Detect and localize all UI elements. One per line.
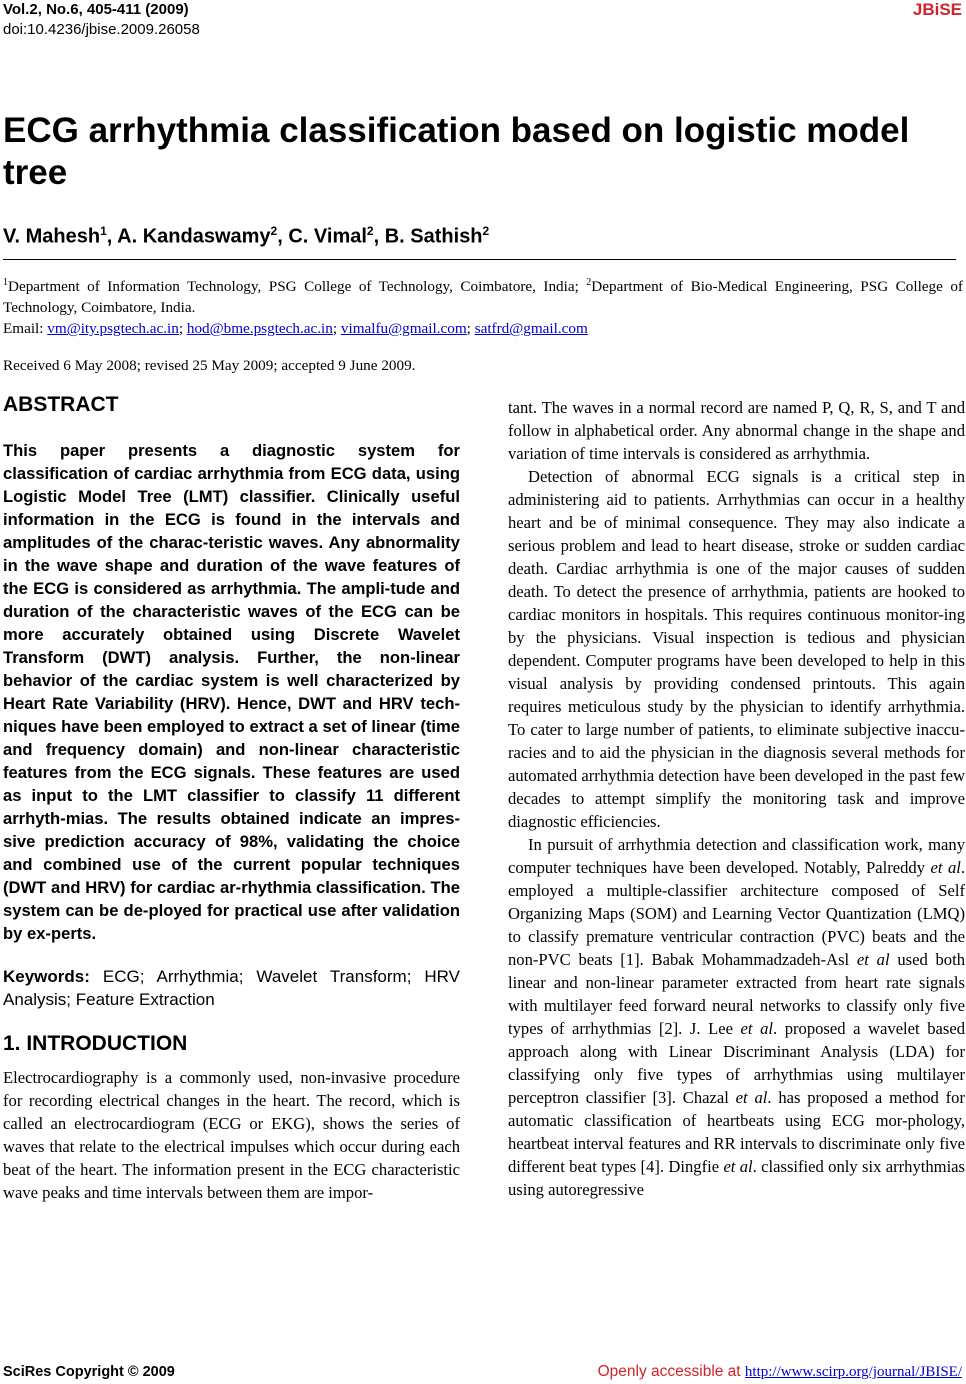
- italic-run: et al: [740, 1019, 773, 1038]
- text-run: used both linear and non-linear parameter extracted from heart rate signals with multilayer feed forward neural networks to classify only five types of arrhythmias [2]. J. Lee: [508, 950, 965, 1038]
- keywords-text: ECG; Arrhythmia; Wavelet Transform; HRV Analysis; Feature Extraction: [3, 967, 460, 1009]
- email-sep: ;: [466, 320, 475, 338]
- affiliations: [3, 272, 963, 339]
- email-link[interactable]: vm@ity.psgtech.ac.in: [47, 320, 179, 338]
- italic-run: et al: [735, 1088, 768, 1107]
- journal-url-link[interactable]: http://www.scirp.org/journal/JBISE/: [744, 1364, 962, 1380]
- header-divider: [3, 259, 956, 260]
- introduction-heading: 1. INTRODUCTION: [3, 1032, 188, 1055]
- journal-citation: [3, 0, 200, 40]
- abstract-heading: ABSTRACT: [3, 393, 119, 416]
- affil-dept-2: Department of Bio-Medical Engineering, PSG College of Technology, Coimbatore, India.: [3, 278, 963, 317]
- text-run: . proposed a wavelet based approach along with Linear Discriminant Analysis (LDA) for classifying only five types of arrhythmias using multilayer perceptron classifier [3]. Chazal: [508, 1019, 966, 1107]
- access-label: Openly accessible at: [597, 1363, 745, 1380]
- email-link[interactable]: hod@bme.psgtech.ac.in: [186, 320, 333, 338]
- italic-run: et al: [856, 950, 890, 969]
- author-name: A. Kandaswamy: [117, 225, 271, 248]
- affil-sup: 2: [586, 277, 592, 288]
- volume-info: Vol.2, No.6, 405-411 (2009): [3, 1, 189, 18]
- abstract-text: This paper presents a diagnostic system for classification of cardiac arrhythmia from ECG data, using Logistic Model Tree (LMT) classifier. Clinically useful information in the ECG is found in the intervals and amplitudes of the charac-teristic waves. Any abnormality in the wave shape and duration of the wave features of the ECG is considered as arrhythmia. The ampli-tude and duration of the characteristic waves of the ECG can be more accurately obtained using Discrete Wavelet Transform (DWT) analysis. Further, the non-linear behavior of the cardiac system is well characterized by Heart Rate Variability (HRV). Hence, DWT and HRV tech-niques have been employed to extract a set of linear (time and frequency domain) and non-linear characteristic features from the ECG signals. These features are used as input to the LMT classifier to classify 11 different arrhyth-mias. The results obtained indicate an impres-sive prediction accuracy of 98%, validating the choice and combined use of the current popular techniques (DWT and HRV) for cardiac ar-rhythmia classification. The system can be de-ployed for practical use after validation by ex-perts.: [3, 441, 460, 943]
- author-affil-sup: 2: [366, 224, 374, 238]
- text-run: In pursuit of arrhythmia detection and classification work, many computer techniques have been developed. Notably, Palreddy: [508, 835, 965, 877]
- author-name: C. Vimal: [288, 225, 367, 248]
- doi: doi:10.4236/jbise.2009.26058: [3, 21, 200, 38]
- author-name: B. Sathish: [384, 225, 483, 248]
- email-label: Email:: [3, 320, 48, 338]
- email-link[interactable]: vimalfu@gmail.com: [340, 320, 467, 338]
- author-list: [3, 224, 489, 249]
- text-run: . has proposed a method for automatic classification of heartbeats using ECG mor-phology, heartbeat interval features and RR intervals to discriminate only five different beat types [4]. Dingfie: [508, 1088, 966, 1176]
- intro-paragraph-3: [508, 833, 965, 1201]
- author-name: V. Mahesh: [3, 225, 101, 248]
- italic-run: et al: [930, 858, 961, 877]
- author-affil-sup: 2: [270, 224, 278, 238]
- footer-access: [598, 1363, 962, 1381]
- intro-paragraph-1: Electrocardiography is a commonly used, non-invasive procedure for recording electrical changes in the heart. The record, which is called an electrocardiogram (ECG or EKG), shows the series of waves that relate to the electrical impulses which occur during each beat of the heart. The information present in the ECG characteristic wave peaks and time intervals between them are impor-: [3, 1068, 460, 1202]
- keywords-label: Keywords:: [3, 967, 90, 986]
- author-sep: ,: [373, 225, 385, 248]
- received-dates: Received 6 May 2008; revised 25 May 2009; accepted 9 June 2009.: [3, 357, 416, 374]
- right-column: [508, 396, 965, 1201]
- affil-dept-1: Department of Information Technology, PSG College of Technology, Coimbatore, India;: [8, 278, 587, 296]
- author-affil-sup: 2: [482, 224, 490, 238]
- author-sep: ,: [106, 225, 118, 248]
- footer-copyright: SciRes Copyright © 2009: [3, 1364, 175, 1380]
- left-column: [3, 393, 460, 1204]
- text-run: . classified only six arrhythmias using autoregressive: [508, 1157, 966, 1199]
- italic-run: et al: [723, 1157, 753, 1176]
- journal-logo-text: JBiSE: [912, 0, 962, 19]
- intro-paragraph-1-continued: tant. The waves in a normal record are named P, Q, R, S, and T and follow in alphabetical order. Any abnormal change in the shape and variation of time intervals is considered as arrhythmia.: [508, 398, 965, 463]
- keywords: [3, 965, 460, 1011]
- affil-sup: 1: [3, 277, 8, 288]
- intro-paragraph-2: Detection of abnormal ECG signals is a critical step in administering aid to patients. Arrhythmias can occur in a healthy heart and be of minimal consequence. They may also indicate a serious problem and lead to heart disease, stroke or sudden cardiac death. Cardiac arrhythmia is one of the major causes of sudden death. To detect the presence of arrhythmia, patients are hooked to cardiac monitors in hospitals. This requires continuous monitor-ing by the physicians. Visual inspection is tedious and physician dependent. Computer programs have been developed to help in this visual analysis by providing condensed printouts. This again requires meticulous study by the physician to identify arrhythmia. To cater to large number of patients, to eliminate subjective inaccu-racies and to aid the physician in the diagnosis several methods for automated arrhythmia detection have been developed in the past few decades to attempt simplify the monitoring task and improve diagnostic efficiencies.: [508, 467, 965, 831]
- email-sep: ;: [178, 320, 187, 338]
- email-link[interactable]: satfrd@gmail.com: [474, 320, 588, 338]
- paper-title: ECG arrhythmia classification based on logistic model tree: [3, 111, 910, 192]
- author-affil-sup: 1: [100, 224, 107, 238]
- author-sep: ,: [277, 225, 289, 248]
- text-run: . employed a multiple-classifier architecture composed of Self Organizing Maps (SOM) and Learning Vector Quantization (LMQ) to classify premature ventricular contraction (PVC) beats and the non-PVC beats [1]. Babak Mohammadzadeh-Asl: [508, 858, 966, 969]
- email-sep: ;: [332, 320, 341, 338]
